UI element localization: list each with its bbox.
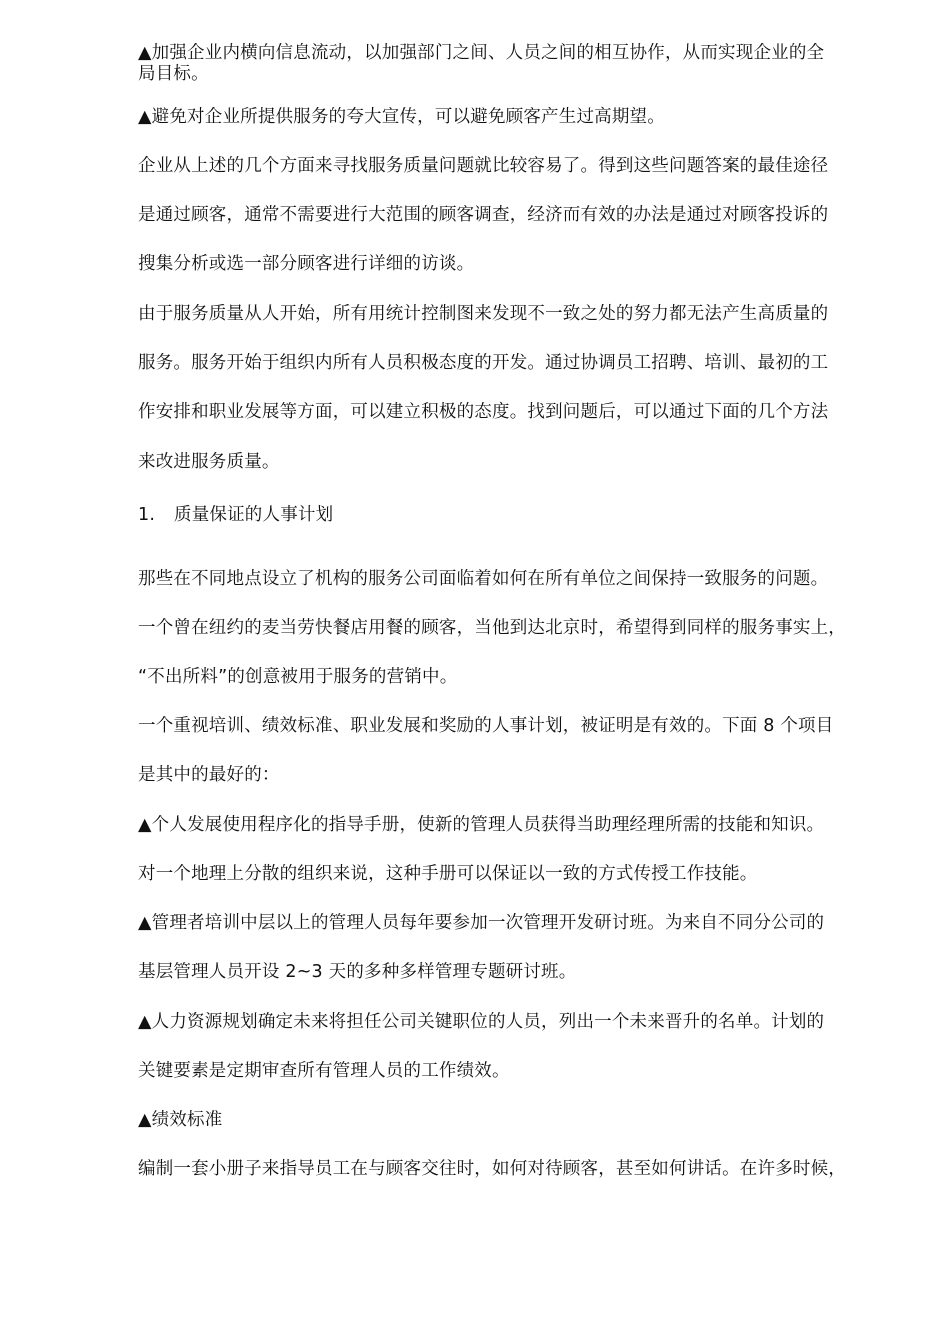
text-line: 一个曾在纽约的麦当劳快餐店用餐的顾客，当他到达北京时，希望得到同样的服务事实上，	[138, 618, 846, 638]
text-line: 局目标。	[138, 64, 209, 84]
text-line: ▲加强企业内横向信息流动，以加强部门之间、人员之间的相互协作，从而实现企业的全	[138, 43, 825, 63]
text-line: ▲避免对企业所提供服务的夸大宣传，可以避免顾客产生过高期望。	[138, 107, 665, 127]
text-line: 编制一套小册子来指导员工在与顾客交往时，如何对待顾客，甚至如何讲话。在许多时候，	[138, 1159, 846, 1179]
text-line: 是其中的最好的：	[138, 765, 280, 785]
text-line: “不出所料”的创意被用于服务的营销中。	[138, 667, 458, 687]
text-line: 企业从上述的几个方面来寻找服务质量问题就比较容易了。得到这些问题答案的最佳途径	[138, 156, 829, 176]
text-line: 来改进服务质量。	[138, 452, 280, 472]
text-line: 搜集分析或选一部分顾客进行详细的访谈。	[138, 254, 475, 274]
section-number: 1.	[138, 505, 156, 525]
text-line: 一个重视培训、绩效标准、职业发展和奖励的人事计划，被证明是有效的。下面 8 个项目	[138, 716, 834, 736]
text-line: 是通过顾客，通常不需要进行大范围的顾客调查，经济而有效的办法是通过对顾客投诉的	[138, 205, 829, 225]
text-line: ▲人力资源规划确定未来将担任公司关键职位的人员，列出一个未来晋升的名单。计划的	[138, 1012, 825, 1032]
section-title: 质量保证的人事计划	[174, 505, 334, 525]
text-line: ▲个人发展使用程序化的指导手册，使新的管理人员获得当助理经理所需的技能和知识。	[138, 815, 825, 835]
text-line: 那些在不同地点设立了机构的服务公司面临着如何在所有单位之间保持一致服务的问题。	[138, 569, 829, 589]
text-line: 由于服务质量从人开始，所有用统计控制图来发现不一致之处的努力都无法产生高质量的	[138, 304, 829, 324]
text-line: ▲管理者培训中层以上的管理人员每年要参加一次管理开发研讨班。为来自不同分公司的	[138, 913, 825, 933]
text-line: 基层管理人员开设 2~3 天的多种多样管理专题研讨班。	[138, 962, 577, 982]
text-line: 作安排和职业发展等方面，可以建立积极的态度。找到问题后，可以通过下面的几个方法	[138, 402, 829, 422]
text-line: 服务。服务开始于组织内所有人员积极态度的开发。通过协调员工招聘、培训、最初的工	[138, 353, 829, 373]
text-line: ▲绩效标准	[138, 1110, 223, 1130]
text-line: 对一个地理上分散的组织来说，这种手册可以保证以一致的方式传授工作技能。	[138, 864, 758, 884]
section-heading	[138, 504, 898, 526]
text-line: 关键要素是定期审查所有管理人员的工作绩效。	[138, 1061, 510, 1081]
